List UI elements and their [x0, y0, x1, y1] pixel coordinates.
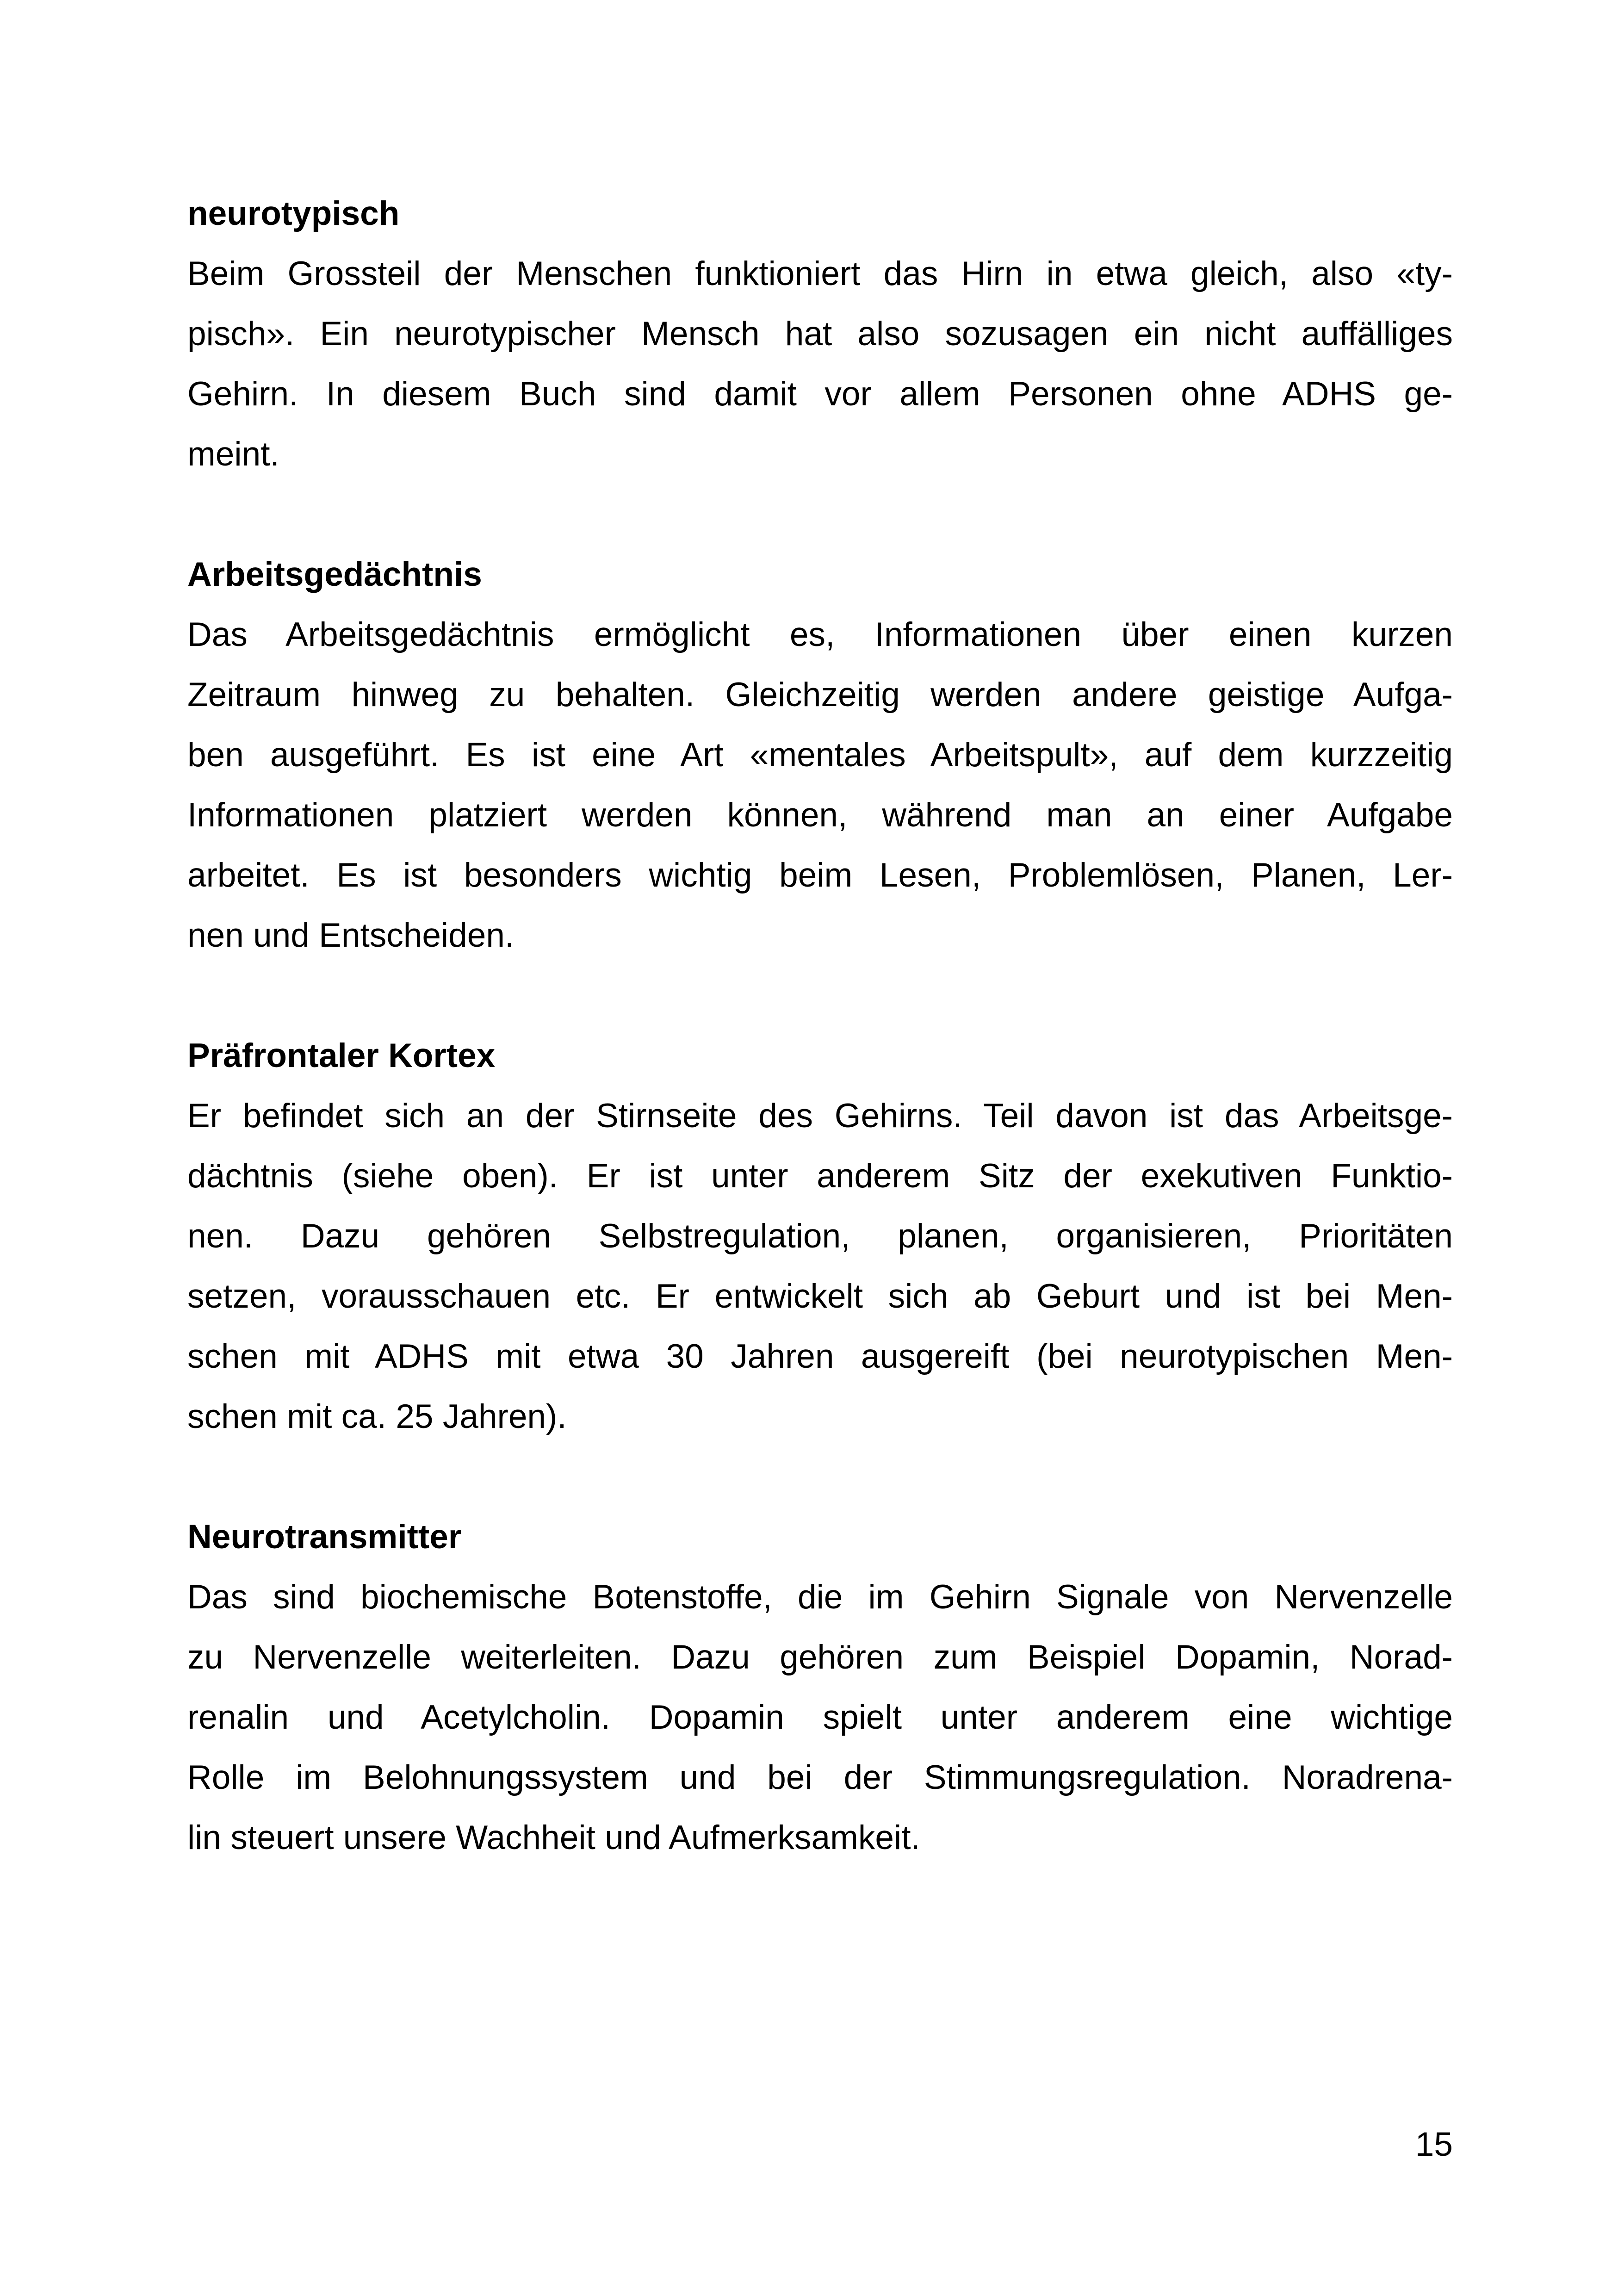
- paragraph-line: ben ausgeführt. Es ist eine Art «mentales Arbeitspult», auf dem kurzzeitig: [187, 736, 1453, 774]
- page-number: 15: [1415, 2126, 1453, 2163]
- paragraph-line: nen und Entscheiden.: [187, 917, 515, 954]
- glossary-section: [187, 184, 1453, 484]
- glossary-section: [187, 1026, 1453, 1447]
- paragraph-line: meint.: [187, 435, 279, 473]
- paragraph-line: Informationen platziert werden können, während man an einer Aufgabe: [187, 796, 1453, 834]
- paragraph-line: nen. Dazu gehören Selbstregulation, planen, organisieren, Prioritäten: [187, 1217, 1453, 1255]
- paragraph-line: arbeitet. Es ist besonders wichtig beim Lesen, Problemlösen, Planen, Ler-: [187, 856, 1453, 894]
- glossary-section: [187, 545, 1453, 966]
- text-block: [187, 184, 1453, 1868]
- paragraph-line: Das Arbeitsgedächtnis ermöglicht es, Informationen über einen kurzen: [187, 616, 1453, 653]
- paragraph-line: pisch». Ein neurotypischer Mensch hat also sozusagen ein nicht auffälliges: [187, 315, 1453, 353]
- paragraph-line: dächtnis (siehe oben). Er ist unter anderem Sitz der exekutiven Funktio-: [187, 1157, 1453, 1195]
- glossary-sections: [187, 184, 1453, 1868]
- paragraph-line: setzen, vorausschauen etc. Er entwickelt sich ab Geburt und ist bei Men-: [187, 1278, 1453, 1315]
- paragraph-line: Rolle im Belohnungssystem und bei der Stimmungsregulation. Noradrena-: [187, 1759, 1453, 1796]
- paragraph-line: schen mit ADHS mit etwa 30 Jahren ausgereift (bei neurotypischen Men-: [187, 1338, 1453, 1375]
- paragraph-line: Gehirn. In diesem Buch sind damit vor allem Personen ohne ADHS ge-: [187, 375, 1453, 413]
- paragraph-line: Beim Grossteil der Menschen funktioniert das Hirn in etwa gleich, also «ty-: [187, 255, 1453, 292]
- paragraph-line: schen mit ca. 25 Jahren).: [187, 1398, 567, 1435]
- paragraph-line: Das sind biochemische Botenstoffe, die im Gehirn Signale von Nervenzelle: [187, 1578, 1453, 1616]
- paragraph-line: Zeitraum hinweg zu behalten. Gleichzeitig werden andere geistige Aufga-: [187, 676, 1453, 714]
- section-heading: neurotypisch: [187, 195, 400, 232]
- section-heading: Neurotransmitter: [187, 1518, 462, 1556]
- paragraph-line: renalin und Acetylcholin. Dopamin spielt unter anderem eine wichtige: [187, 1699, 1453, 1736]
- paragraph-line: Er befindet sich an der Stirnseite des Gehirns. Teil davon ist das Arbeitsge-: [187, 1097, 1453, 1135]
- section-heading: Präfrontaler Kortex: [187, 1037, 496, 1074]
- glossary-section: [187, 1507, 1453, 1868]
- section-heading: Arbeitsgedächtnis: [187, 556, 482, 593]
- paragraph-line: lin steuert unsere Wachheit und Aufmerksamkeit.: [187, 1819, 920, 1856]
- paragraph-line: zu Nervenzelle weiterleiten. Dazu gehören zum Beispiel Dopamin, Norad-: [187, 1638, 1453, 1676]
